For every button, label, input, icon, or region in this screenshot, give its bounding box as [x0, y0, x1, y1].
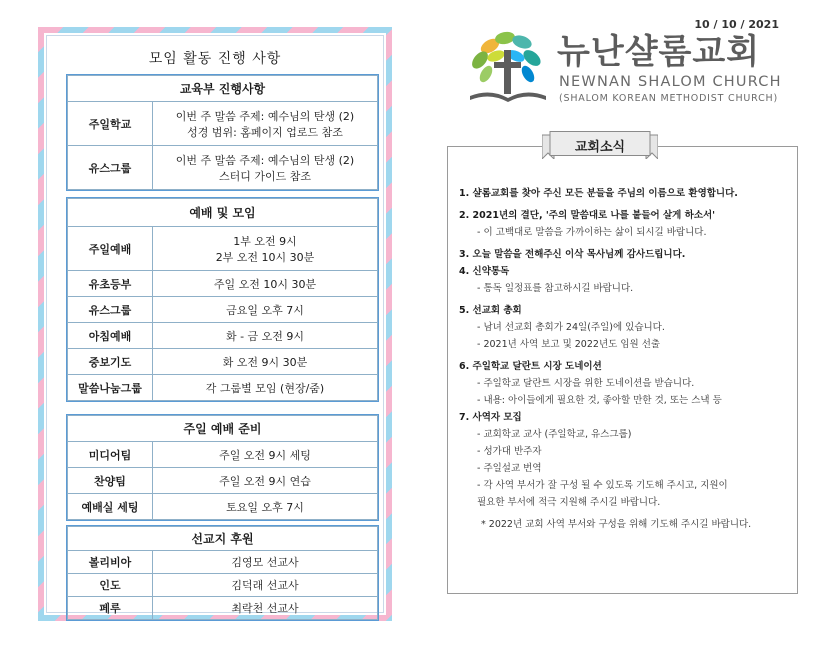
row-line: 성경 범위: 홈페이지 업로드 참조 [187, 125, 343, 139]
news-item: 7. 사역자 모집 [459, 412, 522, 423]
prep-row-value: 주일 오전 9시 연습 [153, 468, 378, 494]
church-subtitle: (SHALOM KOREAN METHODIST CHURCH) [559, 93, 778, 104]
news-subitem: - 이 고백대로 말씀을 가까이하는 삶이 되시길 바랍니다. [477, 227, 707, 238]
worship-row-label: 아침예배 [68, 323, 153, 349]
education-header: 교육부 진행사항 [68, 76, 378, 102]
education-section [66, 74, 379, 191]
worship-row-value: 주일 오전 10시 30분 [153, 271, 378, 297]
mission-header: 선교지 후원 [68, 527, 378, 551]
worship-row-label: 중보기도 [68, 349, 153, 375]
prep-row-label: 예배실 세팅 [68, 494, 153, 520]
news-item: 4. 신약통독 [459, 266, 510, 277]
left-frame [38, 27, 392, 621]
worship-header: 예배 및 모임 [68, 199, 378, 227]
education-row-value [153, 102, 378, 146]
education-row-label: 유스그룹 [68, 146, 153, 190]
worship-row-value [153, 227, 378, 271]
row-line: 이번 주 말씀 주제: 예수님의 탄생 (2) [175, 153, 355, 167]
church-logo-area [460, 30, 800, 110]
worship-row-label: 주일예배 [68, 227, 153, 271]
left-inner [46, 35, 384, 613]
tree-logo-icon [460, 28, 556, 110]
mission-row-label: 인도 [68, 574, 153, 597]
news-item: 2. 2021년의 결단, '주의 말씀대로 나를 붙들어 살게 하소서' [459, 210, 716, 221]
prep-row-value: 토요일 오후 7시 [153, 494, 378, 520]
worship-row-label: 유초등부 [68, 271, 153, 297]
prep-row-label: 미디어팀 [68, 442, 153, 468]
bulletin-date: 10 / 10 / 2021 [694, 18, 779, 31]
row-line: 이번 주 말씀 주제: 예수님의 탄생 (2) [175, 109, 355, 123]
worship-row-label: 말씀나눔그룹 [68, 375, 153, 401]
news-item: 5. 선교회 총회 [459, 305, 522, 316]
prep-header: 주일 예배 준비 [68, 416, 378, 442]
news-subitem: - 남녀 선교회 총회가 24일(주일)에 있습니다. [477, 322, 665, 333]
news-subitem: - 각 사역 부서가 잘 구성 될 수 있도록 기도해 주시고, 지원이 [477, 480, 728, 491]
news-item: 1. 샬롬교회를 찾아 주신 모든 분들을 주님의 이름으로 환영합니다. [459, 188, 738, 199]
worship-row-value: 화 - 금 오전 9시 [153, 323, 378, 349]
church-name-korean: 뉴난샬롬교회 [557, 32, 761, 72]
education-row-label: 주일학교 [68, 102, 153, 146]
worship-section [66, 197, 379, 402]
worship-row-value: 각 그룹별 모임 (현장/줌) [153, 375, 378, 401]
news-subitem: - 성가대 반주자 [477, 446, 542, 457]
row-line: 1부 오전 9시 [233, 234, 297, 248]
church-name-english: NEWNAN SHALOM CHURCH [559, 74, 782, 90]
mission-section [66, 525, 379, 621]
activities-title: 모임 활동 진행 사항 [148, 51, 282, 67]
prep-section [66, 414, 379, 521]
news-subitem: - 내용: 아이들에게 필요한 것, 좋아할 만한 것, 또는 스낵 등 [477, 395, 722, 406]
news-subitem: - 통독 일정표를 참고하시길 바랍니다. [477, 283, 634, 294]
prep-row-value: 주일 오전 9시 세팅 [153, 442, 378, 468]
news-subitem: - 교회학교 교사 (주일학교, 유스그룹) [477, 429, 632, 440]
news-item: 3. 오늘 말씀을 전해주신 이삭 목사님께 감사드립니다. [459, 249, 686, 260]
news-subitem: - 주일학교 달란트 시장을 위한 도네이션을 받습니다. [477, 378, 695, 389]
news-title: 교회소식 [574, 140, 626, 155]
mission-row-label: 볼리비아 [68, 551, 153, 574]
worship-row-value: 금요일 오후 7시 [153, 297, 378, 323]
news-footnote: * 2022년 교회 사역 부서와 구성을 위해 기도해 주시길 바랍니다. [481, 519, 752, 530]
news-list [459, 185, 794, 533]
news-item: 6. 주일학교 달란트 시장 도네이션 [459, 361, 602, 372]
mission-row-value: 최락천 선교사 [153, 597, 378, 620]
news-badge [542, 131, 658, 159]
mission-row-value: 김덕래 선교사 [153, 574, 378, 597]
news-subitem: 필요한 부서에 적극 지원해 주시길 바랍니다. [477, 497, 661, 508]
news-subitem: - 2021년 사역 보고 및 2022년도 임원 선출 [477, 339, 661, 350]
news-subitem: - 주일설교 번역 [477, 463, 542, 474]
prep-row-label: 찬양팀 [68, 468, 153, 494]
education-row-value [153, 146, 378, 190]
mission-row-label: 페루 [68, 597, 153, 620]
row-line: 2부 오전 10시 30분 [215, 250, 315, 264]
worship-row-value: 화 오전 9시 30분 [153, 349, 378, 375]
row-line: 스터디 가이드 참조 [218, 169, 311, 183]
mission-row-value: 김영모 선교사 [153, 551, 378, 574]
worship-row-label: 유스그룹 [68, 297, 153, 323]
